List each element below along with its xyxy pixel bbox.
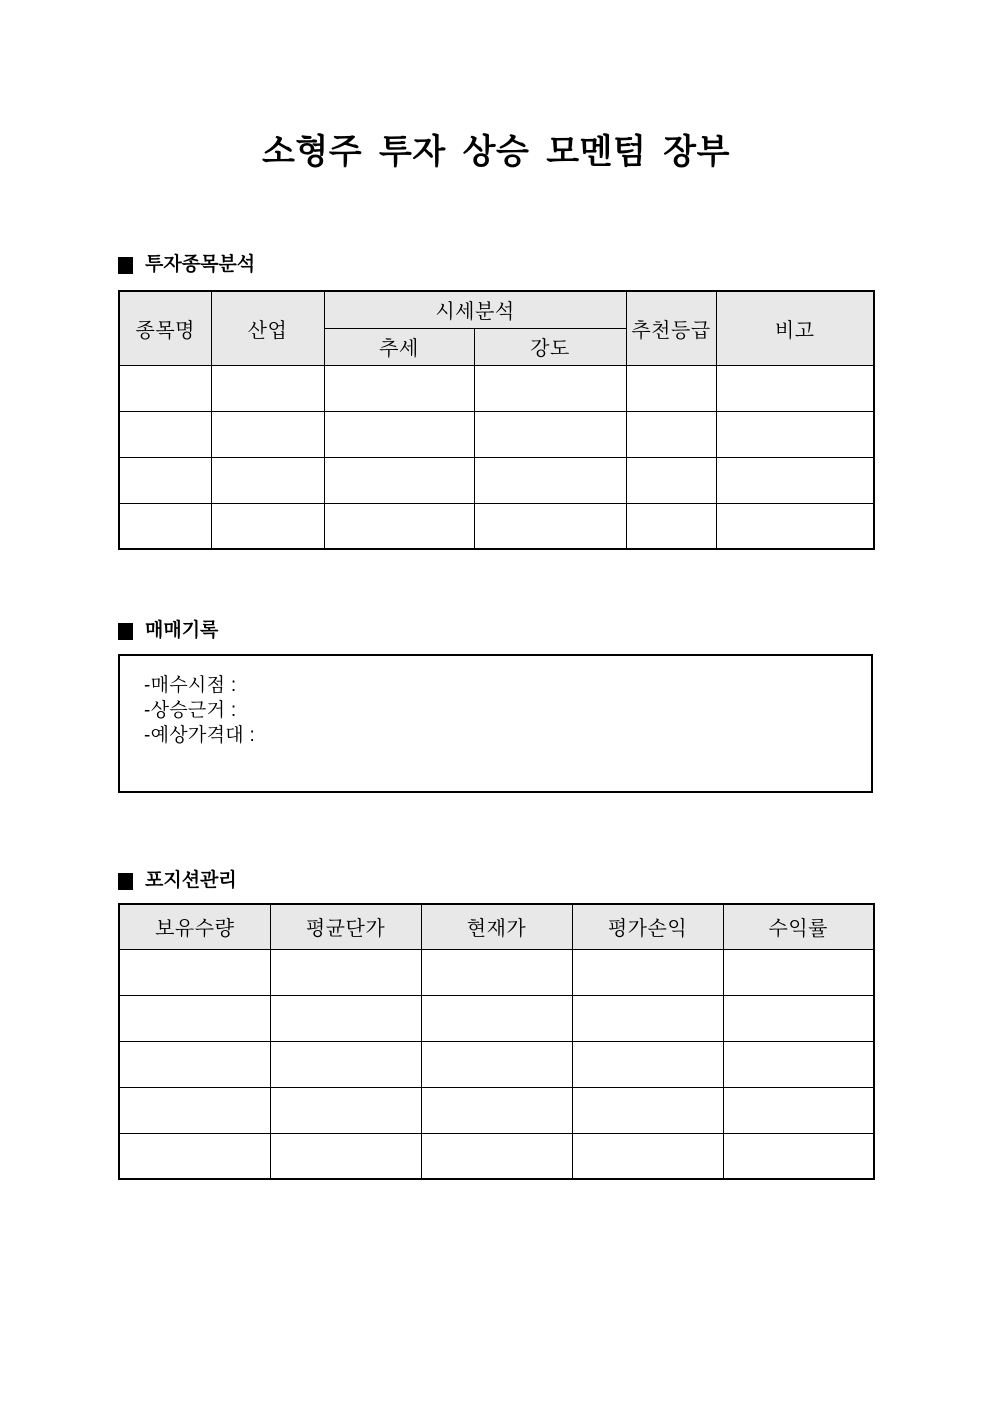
section-heading-label: 포지션관리 xyxy=(145,870,237,891)
section-stock-analysis xyxy=(118,254,873,550)
empty-cell xyxy=(211,457,324,503)
empty-cell xyxy=(119,995,270,1041)
section-heading-label: 매매기록 xyxy=(145,620,219,641)
empty-cell xyxy=(119,457,211,503)
section-trade-log xyxy=(118,620,873,793)
col-header-trend: 추세 xyxy=(324,328,474,365)
section-heading-stock-analysis xyxy=(118,254,873,276)
empty-cell xyxy=(421,1133,572,1179)
empty-cell xyxy=(626,457,716,503)
section-position-management xyxy=(118,870,873,1180)
table-row xyxy=(119,503,874,549)
empty-cell xyxy=(421,949,572,995)
col-header-stock-name: 종목명 xyxy=(119,291,211,365)
document-content xyxy=(118,254,873,1180)
col-header-valuation-pnl: 평가손익 xyxy=(572,904,723,949)
empty-cell xyxy=(716,411,874,457)
document-title: 소형주 투자 상승 모멘텀 장부 xyxy=(262,133,730,171)
empty-cell xyxy=(474,365,626,411)
empty-cell xyxy=(723,1133,874,1179)
table-row xyxy=(119,411,874,457)
empty-cell xyxy=(474,411,626,457)
empty-cell xyxy=(119,1041,270,1087)
col-header-industry: 산업 xyxy=(211,291,324,365)
section-heading-trade-log xyxy=(118,620,873,642)
empty-cell xyxy=(421,1041,572,1087)
empty-cell xyxy=(270,949,421,995)
empty-cell xyxy=(716,503,874,549)
col-header-return-rate: 수익률 xyxy=(723,904,874,949)
stock-analysis-table xyxy=(118,290,875,550)
empty-cell xyxy=(723,1087,874,1133)
empty-cell xyxy=(723,949,874,995)
section-heading-position xyxy=(118,870,873,892)
empty-cell xyxy=(626,503,716,549)
empty-cell xyxy=(421,1087,572,1133)
empty-cell xyxy=(119,1087,270,1133)
empty-cell xyxy=(723,995,874,1041)
empty-cell xyxy=(324,503,474,549)
empty-cell xyxy=(572,1133,723,1179)
empty-cell xyxy=(119,411,211,457)
trade-log-box xyxy=(118,654,873,793)
field-buy-point: -매수시점 : xyxy=(144,675,237,696)
col-header-price-analysis: 시세분석 xyxy=(324,291,626,328)
field-expected-price: -예상가격대 : xyxy=(144,725,256,746)
col-header-avg-price: 평균단가 xyxy=(270,904,421,949)
empty-cell xyxy=(716,365,874,411)
section-heading-label: 투자종목분석 xyxy=(145,254,256,275)
empty-cell xyxy=(270,1041,421,1087)
square-bullet-icon xyxy=(118,873,133,890)
empty-cell xyxy=(270,1087,421,1133)
empty-cell xyxy=(270,995,421,1041)
empty-cell xyxy=(270,1133,421,1179)
empty-cell xyxy=(324,365,474,411)
empty-cell xyxy=(572,995,723,1041)
table-row xyxy=(119,1041,874,1087)
empty-cell xyxy=(119,1133,270,1179)
table-row xyxy=(119,365,874,411)
table-row xyxy=(119,949,874,995)
empty-cell xyxy=(119,503,211,549)
col-header-strength: 강도 xyxy=(474,328,626,365)
col-header-note: 비고 xyxy=(716,291,874,365)
empty-cell xyxy=(572,1087,723,1133)
table-row xyxy=(119,995,874,1041)
empty-cell xyxy=(324,411,474,457)
empty-cell xyxy=(211,411,324,457)
empty-cell xyxy=(474,457,626,503)
empty-cell xyxy=(626,411,716,457)
empty-cell xyxy=(474,503,626,549)
empty-cell xyxy=(211,503,324,549)
table-row xyxy=(119,1087,874,1133)
col-header-quantity: 보유수량 xyxy=(119,904,270,949)
col-header-current-price: 현재가 xyxy=(421,904,572,949)
empty-cell xyxy=(572,1041,723,1087)
square-bullet-icon xyxy=(118,623,133,640)
table-row xyxy=(119,1133,874,1179)
empty-cell xyxy=(421,995,572,1041)
empty-cell xyxy=(572,949,723,995)
square-bullet-icon xyxy=(118,257,133,274)
table-row xyxy=(119,457,874,503)
field-rise-basis: -상승근거 : xyxy=(144,700,237,721)
empty-cell xyxy=(211,365,324,411)
col-header-rating: 추천등급 xyxy=(626,291,716,365)
empty-cell xyxy=(716,457,874,503)
empty-cell xyxy=(324,457,474,503)
empty-cell xyxy=(119,949,270,995)
empty-cell xyxy=(723,1041,874,1087)
position-table xyxy=(118,903,875,1180)
empty-cell xyxy=(626,365,716,411)
empty-cell xyxy=(119,365,211,411)
